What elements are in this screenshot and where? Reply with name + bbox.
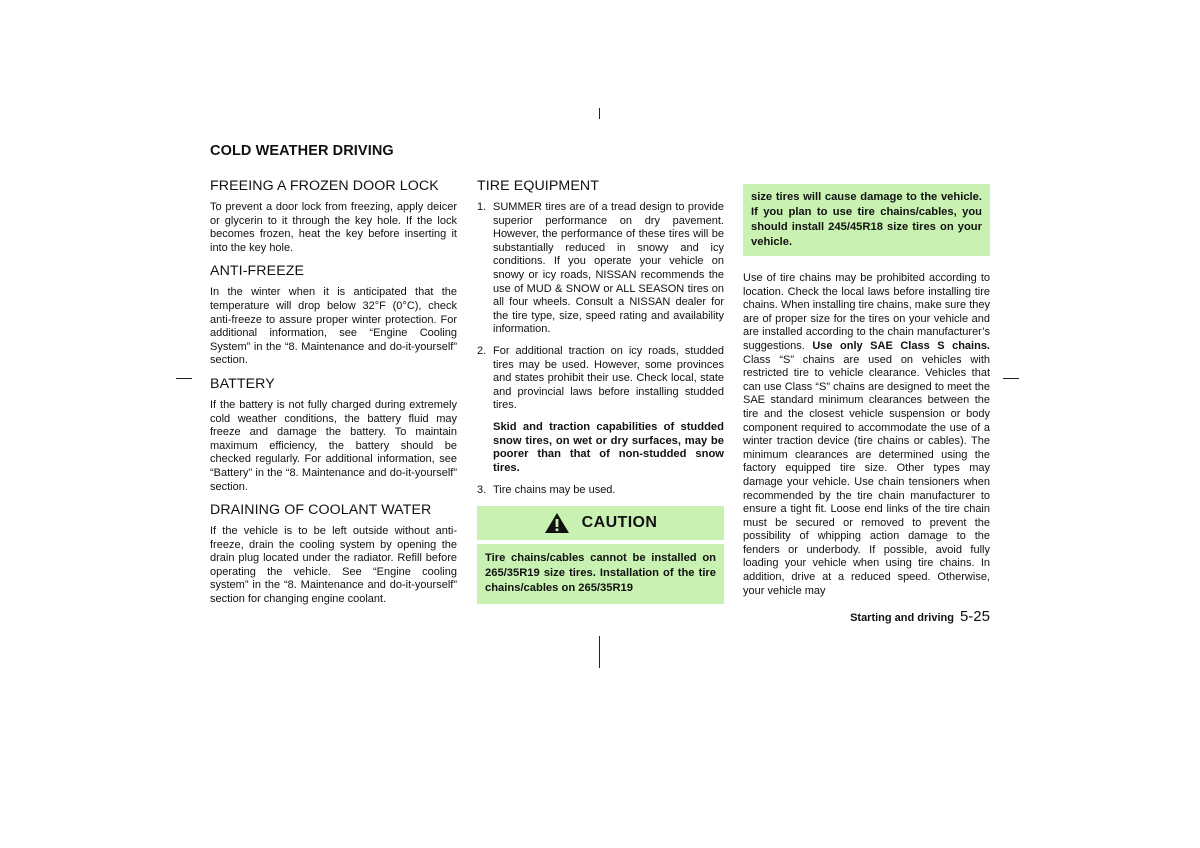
caution-label: CAUTION xyxy=(581,513,658,531)
crop-mark-top xyxy=(599,108,600,119)
tire-chains-text-part-1: Use of tire chains may be prohibited according to location. Check the local laws before installing tire chains. When installing tire chains, make sure they are of proper size for the tires on your vehicle and are installed according to the chain manufacturer’s suggestions. xyxy=(743,272,991,352)
anti-freeze-text: In the winter when it is anticipated that the temperature will drop below 32°F (0°C), check anti-freeze to assure proper winter protection. For additional information, see “Engine Cooling System” in the “8. Maintenance and do-it-yourself” section. xyxy=(210,286,457,367)
battery-text: If the battery is not fully charged during extremely cold weather conditions, the battery fluid may freeze and damage the battery. To maintain maximum efficiency, the battery should be checked regularly. For additional information, see “Battery” in the “8. Maintenance and do-it-yourself” section. xyxy=(210,398,457,493)
column-2 xyxy=(477,176,724,604)
studded-tire-note: Skid and traction capabilities of studded snow tires, on wet or dry surfaces, may be poorer than that of non-studded snow tires. xyxy=(493,420,724,474)
sae-class-s-note: Use only SAE Class S chains. xyxy=(812,339,990,352)
tire-list xyxy=(477,201,724,413)
tire-list-continued xyxy=(477,484,724,498)
tire-chains-text-part-2: Class “S” chains are used on vehicles with restricted tire to vehicle clearance. Vehicles that can use Class “S” chains are designed to meet the SAE standard minimum clearances between the tire and the closest vehicle suspension or body component required to accommodate the use of a winter traction device (tire chains or cables). The minimum clearances are determined using the factory equipped tire size. Other types may damage your vehicle. Use chain tensioners when recommended by the tire chain manufacturer to ensure a tight fit. Loose end links of the tire chain must be secured or removed to prevent the possibility of whipping action damage to the fenders or underbody. If possible, avoid fully loading your vehicle when using tire chains. In addition, drive at a reduced speed. Otherwise, your vehicle may xyxy=(743,353,990,597)
heading-battery: BATTERY xyxy=(210,375,275,392)
column-3 xyxy=(743,184,990,604)
section-title: COLD WEATHER DRIVING xyxy=(210,143,394,159)
coolant-text: If the vehicle is to be left outside without anti-freeze, drain the cooling system by opening the drain plug located under the radiator. Refill before operating the vehicle. See “Engine cooling system” in the “8. Maintenance and do-it-yourself” section for changing engine coolant. xyxy=(210,525,457,606)
caution-text-continued: size tires will cause damage to the vehicle. If you plan to use tire chains/cables, you should install 245/45R18 size tires on your vehicle. xyxy=(743,184,990,256)
tire-chains-text xyxy=(743,272,990,598)
crop-mark-right xyxy=(1003,378,1019,379)
heading-anti-freeze: ANTI-FREEZE xyxy=(210,263,305,280)
caution-header xyxy=(477,506,724,540)
list-item-number: 3. xyxy=(477,484,487,497)
list-item xyxy=(477,484,724,498)
door-lock-text: To prevent a door lock from freezing, apply deicer or glycerin to it through the key hole. If the lock becomes frozen, heat the key before inserting it into the key hole. xyxy=(210,201,457,254)
heading-coolant: DRAINING OF COOLANT WATER xyxy=(210,502,432,519)
list-item-text: SUMMER tires are of a tread design to provide superior performance on dry pavement. However, the performance of these tires will be substantially reduced in snowy and icy conditions. If you operate your vehicle on snowy or icy roads, NISSAN recommends the use of MUD & SNOW or ALL SEASON tires on all four wheels. Consult a NISSAN dealer for the tire type, size, speed rating and availability information. xyxy=(493,201,724,336)
list-item-text: For additional traction on icy roads, studded tires may be used. However, some provinces and states prohibit their use. Check local, state and provincial laws before installing studded tires. xyxy=(493,344,724,412)
heading-door-lock: FREEING A FROZEN DOOR LOCK xyxy=(210,178,439,194)
caution-text: Tire chains/cables cannot be installed on 265/35R19 size tires. Installation of the tire chains/cables on 265/35R19 xyxy=(477,544,724,604)
list-item-number: 1. xyxy=(477,201,487,213)
list-item xyxy=(477,201,724,337)
footer-section-name: Starting and driving xyxy=(850,612,954,624)
page-number: 5-25 xyxy=(959,608,990,625)
crop-mark-left xyxy=(176,378,192,379)
list-item-number: 2. xyxy=(477,344,487,357)
column-1 xyxy=(210,176,457,613)
warning-triangle-icon xyxy=(544,512,570,534)
list-item xyxy=(477,345,724,413)
page-footer xyxy=(850,608,990,625)
crop-mark-bottom xyxy=(599,636,600,668)
heading-tire-equipment: TIRE EQUIPMENT xyxy=(477,178,600,194)
list-item-text: Tire chains may be used. xyxy=(493,484,616,497)
